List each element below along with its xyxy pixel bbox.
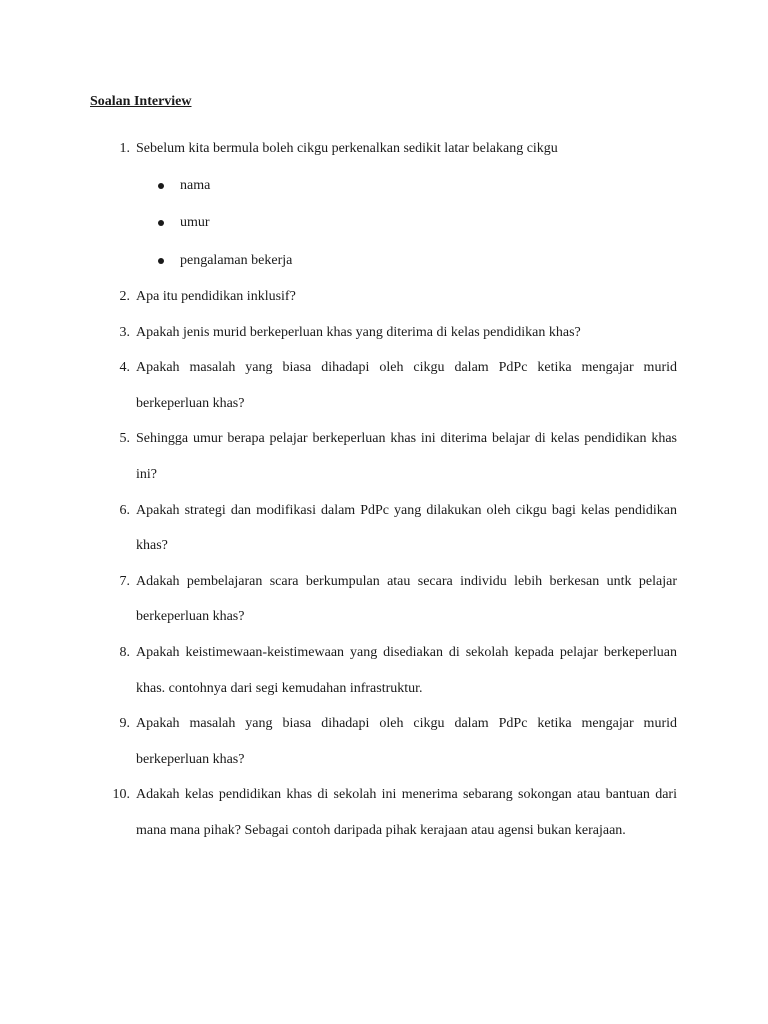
question-item: [0, 493, 768, 564]
question-text: Adakah pembelajaran scara berkumpulan atau secara individu lebih berkesan untk pelajar berkeperluan khas?: [136, 573, 677, 625]
question-item: [0, 706, 768, 777]
question-number: 2.: [119, 289, 130, 305]
bullet-icon: [158, 220, 164, 226]
question-item: [0, 131, 768, 279]
question-number: 6.: [119, 502, 130, 518]
question-number: 5.: [119, 431, 130, 447]
document-title: Soalan Interview: [90, 94, 192, 109]
bullet-icon: [158, 258, 164, 264]
bullet-list: [0, 167, 768, 280]
question-text: Sebelum kita bermula boleh cikgu perkenalkan sedikit latar belakang cikgu: [136, 141, 558, 156]
question-text: Apa itu pendidikan inklusif?: [136, 289, 296, 305]
bullet-icon: [158, 183, 164, 189]
bullet-item: [0, 242, 768, 280]
question-text: Apakah masalah yang biasa dihadapi oleh cikgu dalam PdPc ketika mengajar murid berkeperluan khas?: [136, 360, 677, 411]
question-item: [0, 279, 768, 315]
bullet-text: pengalaman bekerja: [180, 252, 293, 268]
question-text: Sehingga umur berapa pelajar berkeperluan khas ini diterima belajar di kelas pendidikan khas ini?: [136, 431, 677, 483]
bullet-text: nama: [180, 177, 211, 193]
bullet-text: umur: [180, 215, 210, 231]
question-item: [0, 635, 768, 706]
question-number: 10.: [112, 787, 130, 803]
question-text: Apakah masalah yang biasa dihadapi oleh cikgu dalam PdPc ketika mengajar murid berkeperluan khas?: [136, 716, 677, 767]
question-number: 4.: [119, 360, 130, 376]
question-number: 7.: [119, 573, 130, 589]
question-item: [0, 777, 768, 848]
question-number: 1.: [119, 141, 130, 156]
bullet-item: [0, 204, 768, 242]
question-number: 8.: [119, 645, 130, 661]
question-number: 3.: [119, 324, 130, 340]
question-text: Apakah keistimewaan-keistimewaan yang disediakan di sekolah kepada pelajar berkeperluan khas. contohnya dari segi kemudahan infrastruktur.: [136, 645, 677, 696]
question-text: Adakah kelas pendidikan khas di sekolah ini menerima sebarang sokongan atau bantuan dari mana mana pihak? Sebagai contoh daripada pihak kerajaan atau agensi bukan kerajaan.: [136, 787, 677, 838]
bullet-item: [0, 167, 768, 205]
question-list: [0, 131, 768, 849]
question-number: 9.: [119, 716, 130, 732]
question-text: Apakah strategi dan modifikasi dalam PdPc yang dilakukan oleh cikgu bagi kelas pendidikan khas?: [136, 502, 677, 554]
question-item: [0, 564, 768, 635]
question-item: [0, 421, 768, 492]
question-item: [0, 350, 768, 421]
question-item: [0, 315, 768, 351]
question-text: Apakah jenis murid berkeperluan khas yang diterima di kelas pendidikan khas?: [136, 324, 581, 340]
